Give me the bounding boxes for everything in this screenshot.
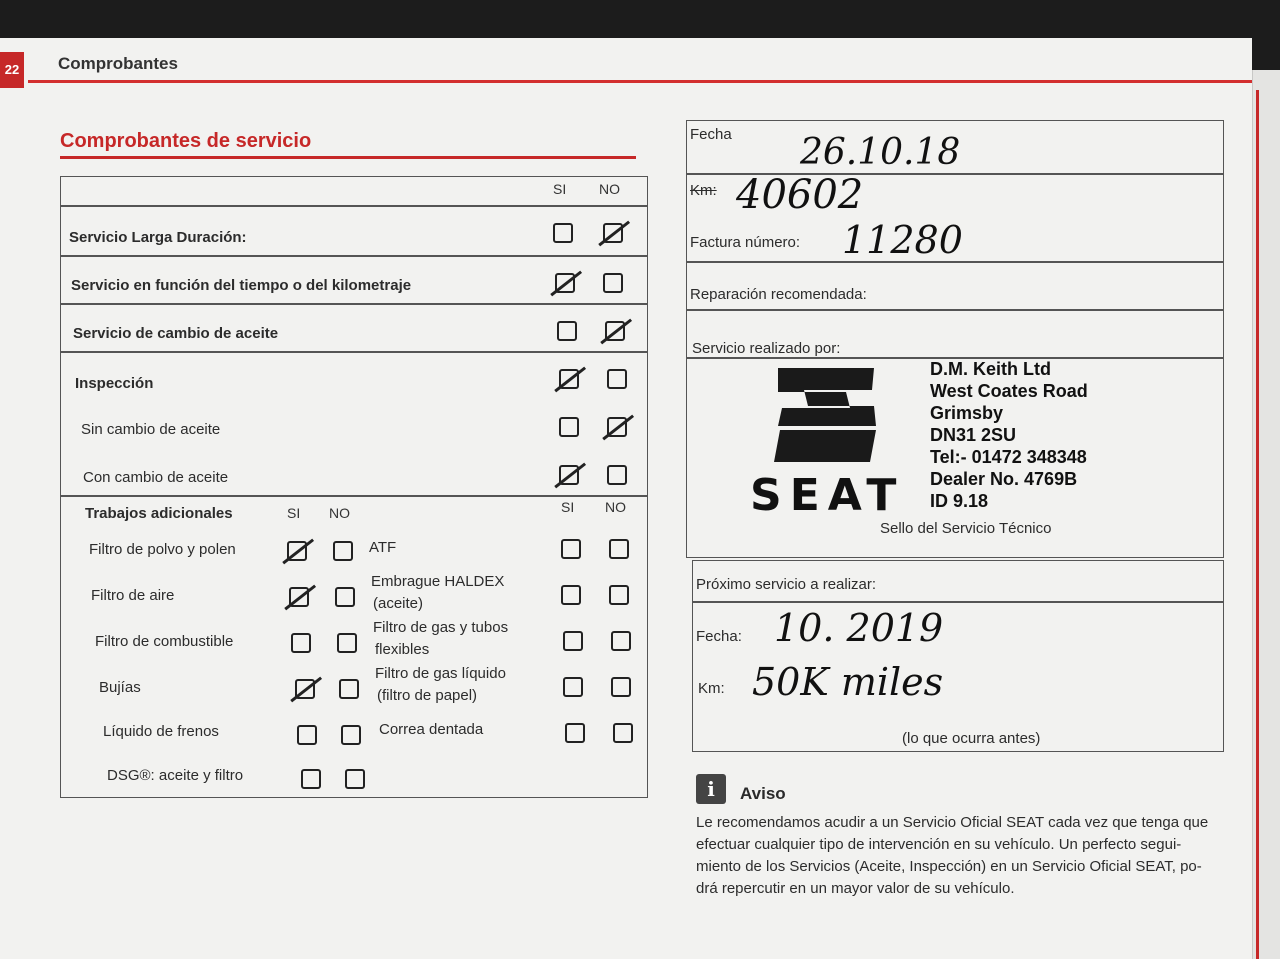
row-label-con-cambio: Con cambio de aceite [83,469,229,486]
next-fecha-value: 10. 2019 [774,606,944,650]
checkbox-gas-liquido-si[interactable] [563,677,583,697]
checkbox-gas-tubos-no[interactable] [611,631,631,651]
checkbox-combustible-no[interactable] [337,633,357,653]
dealer-name: D.M. Keith Ltd [930,359,1051,379]
checkbox-atf-si[interactable] [561,539,581,559]
checkbox-con-cambio-si[interactable] [559,465,579,485]
row-divider [61,205,647,207]
col-si-header: SI [553,181,567,197]
additional-label-correa: Correa dentada [379,721,484,738]
aviso-title: Aviso [740,784,786,803]
checkbox-haldex-no[interactable] [609,585,629,605]
additional-label-haldex-2: (aceite) [373,595,424,612]
km-label: Km: [690,182,717,199]
aviso-line: drá repercutir en un mayor valor de su vehículo. [696,880,1015,897]
checkbox-dsg-no[interactable] [345,769,365,789]
checkbox-bujias-no[interactable] [339,679,359,699]
additional-col-no-right: NO [605,499,626,515]
dealer-phone: Tel:- 01472 348348 [930,447,1087,467]
row-divider [693,601,1223,603]
checkbox-frenos-no[interactable] [341,725,361,745]
row-label-cambio-aceite: Servicio de cambio de aceite [73,325,279,342]
dealer-stamp [930,358,1088,512]
checkbox-tiempo-km-no[interactable] [603,273,623,293]
additional-label-dsg: DSG®: aceite y filtro [107,767,244,784]
additional-col-si: SI [287,505,301,521]
additional-label-gas-liquido: Filtro de gas líquido [375,665,506,682]
factura-value: 11280 [842,218,963,262]
row-label-inspeccion: Inspección [75,375,154,392]
additional-col-si-right: SI [561,499,575,515]
aviso-line: miento de los Servicios (Aceite, Inspección) en un Servicio Oficial SEAT, po- [696,858,1202,875]
additional-label-gas-liquido-2: (filtro de papel) [377,687,478,704]
checkbox-dsg-si[interactable] [301,769,321,789]
checkbox-con-cambio-no[interactable] [607,465,627,485]
checkbox-polen-no[interactable] [333,541,353,561]
checkbox-sin-cambio-si[interactable] [559,417,579,437]
header-rule [28,80,1252,83]
servicio-realizado-label: Servicio realizado por: [692,340,841,357]
checkbox-larga-duracion-si[interactable] [553,223,573,243]
proximo-servicio-label: Próximo servicio a realizar: [696,576,877,593]
additional-label-haldex: Embrague HALDEX [371,573,505,590]
whichever-first-note: (lo que ocurra antes) [902,730,1041,747]
page-number: 22 [0,52,24,88]
checkbox-sin-cambio-no[interactable] [607,417,627,437]
checkbox-atf-no[interactable] [609,539,629,559]
checkbox-gas-liquido-no[interactable] [611,677,631,697]
checkbox-filtro-aire-si[interactable] [289,587,309,607]
checkbox-tiempo-km-si[interactable] [555,273,575,293]
running-title: Comprobantes [58,54,178,73]
checkbox-polen-si[interactable] [287,541,307,561]
fecha-value: 26.10.18 [800,132,961,173]
next-fecha-label: Fecha: [696,628,742,645]
info-icon: i [696,774,726,804]
additional-label-bujias: Bujías [99,679,141,696]
additional-col-no: NO [329,505,350,521]
additional-label-gas-tubos-2: flexibles [375,641,430,658]
checkbox-inspeccion-no[interactable] [607,369,627,389]
dealer-postcode: DN31 2SU [930,425,1017,445]
additional-label-gas-tubos: Filtro de gas y tubos [373,619,509,636]
additional-label-filtro-aire: Filtro de aire [91,587,175,604]
dealer-city: Grimsby [930,403,1004,423]
row-divider [61,255,647,257]
seat-wordmark: SEAT [750,470,905,521]
checkbox-filtro-aire-no[interactable] [335,587,355,607]
checkbox-inspeccion-si[interactable] [559,369,579,389]
checkbox-bujias-si[interactable] [295,679,315,699]
aviso-line: Le recomendamos acudir a un Servicio Oficial SEAT cada vez que tenga que [696,814,1209,831]
seat-s-logo-icon [774,366,878,466]
row-label-larga-duracion: Servicio Larga Duración: [69,229,247,246]
row-label-sin-cambio: Sin cambio de aceite [81,421,221,438]
row-label-tiempo-km: Servicio en función del tiempo o del kilometraje [71,277,412,294]
aviso-text [696,812,1226,900]
checkbox-cambio-aceite-si[interactable] [557,321,577,341]
factura-label: Factura número: [690,234,801,251]
checkbox-correa-si[interactable] [565,723,585,743]
row-divider [61,495,647,497]
additional-works-title: Trabajos adicionales [85,505,233,522]
service-checklist-table [60,176,648,798]
section-rule [60,156,636,159]
additional-label-polen: Filtro de polvo y polen [89,541,236,558]
checkbox-larga-duracion-no[interactable] [603,223,623,243]
checkbox-combustible-si[interactable] [291,633,311,653]
additional-label-atf: ATF [369,539,397,556]
fecha-label: Fecha [690,126,732,143]
dealer-street: West Coates Road [930,381,1088,401]
km-value: 40602 [736,172,864,218]
next-page-edge [1252,70,1280,959]
section-title: Comprobantes de servicio [60,130,312,152]
checkbox-cambio-aceite-no[interactable] [605,321,625,341]
row-divider [61,303,647,305]
sello-label: Sello del Servicio Técnico [880,520,1052,537]
dealer-id: ID 9.18 [930,491,989,511]
dealer-number: Dealer No. 4769B [930,469,1078,489]
checkbox-gas-tubos-si[interactable] [563,631,583,651]
reparacion-label: Reparación recomendada: [690,286,867,303]
checkbox-correa-no[interactable] [613,723,633,743]
checkbox-haldex-si[interactable] [561,585,581,605]
col-no-header: NO [599,181,620,197]
aviso-line: efectuar cualquier tipo de intervención en su vehículo. Un perfecto segui- [696,836,1182,853]
next-km-label: Km: [698,680,725,697]
next-km-value: 50K miles [752,660,944,704]
additional-label-combustible: Filtro de combustible [95,633,234,650]
additional-label-frenos: Líquido de frenos [103,723,219,740]
checkbox-frenos-si[interactable] [297,725,317,745]
row-divider [61,351,647,353]
